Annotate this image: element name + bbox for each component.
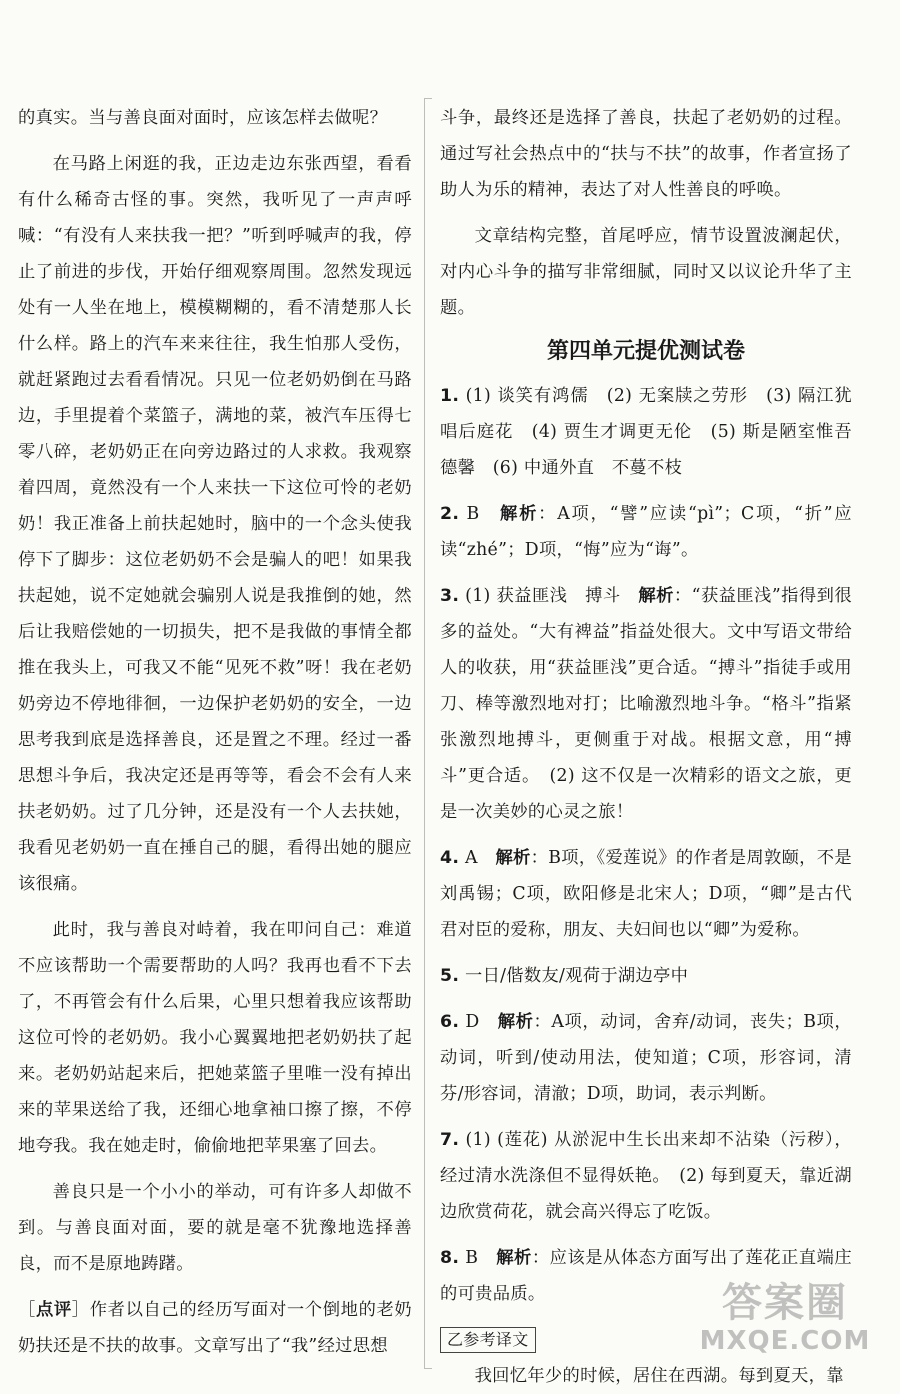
answer-6: 6. D 解析：A项，动词，舍弃/动词，丧失；B项，动词，听到/使动用法，使知道；C项，形容词，清芬/形容词，清澈；D项，助词，表示判断。 <box>440 1012 852 1104</box>
divider-corner-bottom <box>424 1368 432 1369</box>
essay-paragraph-1: 的真实。当与善良面对面时，应该怎样去做呢？ <box>18 108 388 128</box>
answer-2: 2. B 解析：A项，“譬”应读“pì”；C项，“折”应读“zhé”；D项，“悔”应为“诲”。 <box>440 504 852 560</box>
translation-tag: 乙参考译文 <box>440 1327 536 1353</box>
review-continued-2: 文章结构完整，首尾呼应，情节设置波澜起伏，对内心斗争的描写非常细腻，同时又以议论升华了主题。 <box>440 226 852 318</box>
answer-5: 5. 一日/偕数友/观荷于湖边亭中 <box>440 966 689 986</box>
watermark-logo <box>690 1280 880 1370</box>
section-title: 第四单元提优测试卷 <box>546 339 745 364</box>
answer-7: 7. (1) (莲花) 从淤泥中生长出来却不沾染（污秽），经过清水洗涤但不显得妖艳。 (2) 每到夏天，靠近湖边欣赏荷花，就会高兴得忘了吃饭。 <box>440 1130 853 1222</box>
review-tag: ［点评］ <box>18 1300 90 1320</box>
right-column <box>440 100 852 1394</box>
essay-paragraph-4: 善良只是一个小小的举动，可有许多人却做不到。与善良面对面，要的就是毫不犹豫地选择善良，而不是原地踌躇。 <box>18 1182 412 1274</box>
left-column <box>18 100 412 1364</box>
answer-8: 8. B 解析：应该是从体态方面写出了莲花正直端庄的可贵品质。 <box>440 1248 852 1304</box>
essay-paragraph-3: 此时，我与善良对峙着，我在叩问自己：难道不应该帮助一个需要帮助的人吗？我再也看不下去了，不再管会有什么后果，心里只想着我应该帮助这位可怜的老奶奶。我小心翼翼地把老奶奶扶了起来。老奶奶站起来后，把她菜篮子里唯一没有掉出来的苹果送给了我，还细心地拿袖口擦了擦，不停地夸我。我在她走时，偷偷地把苹果塞了回去。 <box>18 920 412 1156</box>
translation-text: 我回忆年少的时候，居住在西湖。每到夏天，靠 <box>474 1366 844 1386</box>
review-paragraph <box>18 1292 412 1364</box>
watermark-top-text: 答案圈 <box>722 1280 848 1326</box>
answer-4: 4. A 解析：B项，《爱莲说》的作者是周敦颐，不是刘禹锡；C项，欧阳修是北宋人；D项，“卿”是古代君对臣的爱称，朋友、夫妇间也以“卿”为爱称。 <box>440 848 852 940</box>
review-continued-1: 斗争，最终还是选择了善良，扶起了老奶奶的过程。通过写社会热点中的“扶与不扶”的故事，作者宣扬了助人为乐的精神，表达了对人性善良的呼唤。 <box>440 108 852 200</box>
watermark-bottom-text: MXQE.COM <box>699 1326 871 1356</box>
answer-1: 1. (1) 谈笑有鸿儒 (2) 无案牍之劳形 (3) 隔江犹唱后庭花 (4) 贾生才调更无伦 (5) 斯是陋室惟吾德馨 (6) 中通外直 不蔓不枝 <box>440 386 852 478</box>
divider-corner-top <box>424 98 432 99</box>
essay-paragraph-2: 在马路上闲逛的我，正边走边东张西望，看看有什么稀奇古怪的事。突然，我听见了一声声呼喊：“有没有人来扶我一把？”听到呼喊声的我，停止了前进的步伐，开始仔细观察周围。忽然发现远处有一人坐在地上，模模糊糊的，看不清楚那人长什么样。路上的汽车来来往往，我生怕那人受伤，就赶紧跑过去看看情况。只见一位老奶奶倒在马路边，手里提着个菜篮子，满地的菜，被汽车压得七零八碎，老奶奶正在向旁边路过的人求救。我观察着四周，竟然没有一个人来扶一下这位可怜的老奶奶！我正准备上前扶起她时，脑中的一个念头使我停下了脚步：这位老奶奶不会是骗人的吧！如果我扶起她，说不定她就会骗别人说是我推倒的她，然后让我赔偿她的一切损失，把不是我做的事情全都推在我头上，可我又不能“见死不救”呀！我在老奶奶旁边不停地徘徊，一边保护老奶奶的安全，一边思考我到底是选择善良，还是置之不理。经过一番思想斗争后，我决定还是再等等，看会不会有人来扶老奶奶。过了几分钟，还是没有一个人去扶她，我看见老奶奶一直在捶自己的腿，看得出她的腿应该很痛。 <box>18 154 412 894</box>
answer-3: 3. (1) 获益匪浅 搏斗 解析：“获益匪浅”指得到很多的益处。“大有裨益”指益处很大。文中写语文带给人的收获，用“获益匪浅”更合适。“搏斗”指徒手或用刀、棒等激烈地对打；比喻激烈地斗争。“格斗”指紧张激烈地搏斗，更侧重于对战。根据文意，用“搏斗”更合适。 (2) 这不仅是一次精彩的语文之旅，更是一次美妙的心灵之旅！ <box>440 586 852 822</box>
review-text: 作者以自己的经历写面对一个倒地的老奶奶扶还是不扶的故事。文章写出了“我”经过思想 <box>18 1300 413 1356</box>
column-divider <box>424 98 425 1368</box>
